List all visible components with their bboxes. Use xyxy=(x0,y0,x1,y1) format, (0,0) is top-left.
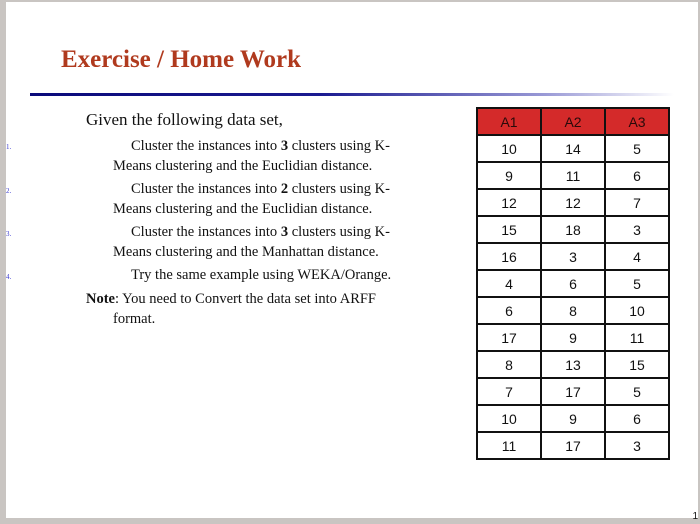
table-cell: 7 xyxy=(477,378,541,405)
table-cell: 3 xyxy=(605,216,669,243)
item-text: Cluster the instances into xyxy=(131,224,281,240)
table-cell: 10 xyxy=(605,297,669,324)
table-cell: 3 xyxy=(605,432,669,459)
table-cell: 6 xyxy=(605,162,669,189)
list-item-2 xyxy=(113,179,423,219)
list-marker-4: 4. xyxy=(6,273,12,281)
cluster-count: 2 xyxy=(280,181,289,197)
title-divider xyxy=(30,93,674,96)
table-cell: 12 xyxy=(477,189,541,216)
item-text: Cluster the instances into xyxy=(131,181,281,197)
table-cell: 8 xyxy=(541,297,605,324)
list-item-1 xyxy=(113,136,423,176)
table-cell: 7 xyxy=(605,189,669,216)
table-cell: 11 xyxy=(541,162,605,189)
table-row xyxy=(477,297,669,324)
table-cell: 10 xyxy=(477,405,541,432)
page-title: Exercise / Home Work xyxy=(61,46,302,73)
cluster-count: 3 xyxy=(280,224,289,240)
table-cell: 18 xyxy=(541,216,605,243)
table-row xyxy=(477,216,669,243)
note-text: : You need to Convert the data set into ARFF xyxy=(115,291,376,307)
table-cell: 4 xyxy=(605,243,669,270)
table-cell: 9 xyxy=(541,324,605,351)
table-cell: 5 xyxy=(605,135,669,162)
table-cell: 3 xyxy=(541,243,605,270)
item-text: Try the same example using WEKA/Orange. xyxy=(131,267,392,283)
table-cell: 9 xyxy=(541,405,605,432)
cluster-count: 3 xyxy=(280,138,289,154)
table-row xyxy=(477,378,669,405)
table-cell: 17 xyxy=(541,432,605,459)
table-row xyxy=(477,405,669,432)
table-cell: 11 xyxy=(477,432,541,459)
list-marker-1: 1. xyxy=(6,143,12,151)
item-text-line2: Means clustering and the Euclidian distance. xyxy=(113,201,373,217)
table-cell: 15 xyxy=(477,216,541,243)
list-item-3 xyxy=(113,222,423,262)
item-text: clusters using K- xyxy=(288,138,390,154)
item-text: clusters using K- xyxy=(288,181,390,197)
item-text-line2: Means clustering and the Euclidian distance. xyxy=(113,158,373,174)
column-header: A2 xyxy=(541,108,605,135)
item-text: Cluster the instances into xyxy=(131,138,281,154)
table-cell: 5 xyxy=(605,270,669,297)
table-row xyxy=(477,189,669,216)
column-header: A3 xyxy=(605,108,669,135)
table-cell: 10 xyxy=(477,135,541,162)
table-cell: 17 xyxy=(477,324,541,351)
item-text: clusters using K- xyxy=(288,224,390,240)
table-cell: 15 xyxy=(605,351,669,378)
note-text-cont: format. xyxy=(113,311,156,327)
list-marker-2: 2. xyxy=(6,187,12,195)
table-row xyxy=(477,243,669,270)
intro-text: Given the following data set, xyxy=(86,110,283,129)
table-cell: 5 xyxy=(605,378,669,405)
item-text-line2: Means clustering and the Manhattan distance. xyxy=(113,244,379,260)
table-header-row xyxy=(477,108,669,135)
table-cell: 6 xyxy=(541,270,605,297)
table-cell: 6 xyxy=(477,297,541,324)
table-cell: 8 xyxy=(477,351,541,378)
table-row xyxy=(477,270,669,297)
table-cell: 9 xyxy=(477,162,541,189)
slide xyxy=(6,2,698,518)
table-row xyxy=(477,324,669,351)
table-cell: 17 xyxy=(541,378,605,405)
table-row xyxy=(477,432,669,459)
table-cell: 16 xyxy=(477,243,541,270)
page-number: 1 xyxy=(692,511,698,522)
list-marker-3: 3. xyxy=(6,230,12,238)
table-cell: 13 xyxy=(541,351,605,378)
table-cell: 12 xyxy=(541,189,605,216)
data-table xyxy=(476,107,670,460)
list-item-4 xyxy=(113,265,423,285)
table-cell: 14 xyxy=(541,135,605,162)
note xyxy=(86,289,416,329)
table-row xyxy=(477,135,669,162)
note-label: Note xyxy=(86,291,115,307)
table-row xyxy=(477,351,669,378)
table-cell: 11 xyxy=(605,324,669,351)
table-cell: 6 xyxy=(605,405,669,432)
table-cell: 4 xyxy=(477,270,541,297)
table-row xyxy=(477,162,669,189)
column-header: A1 xyxy=(477,108,541,135)
